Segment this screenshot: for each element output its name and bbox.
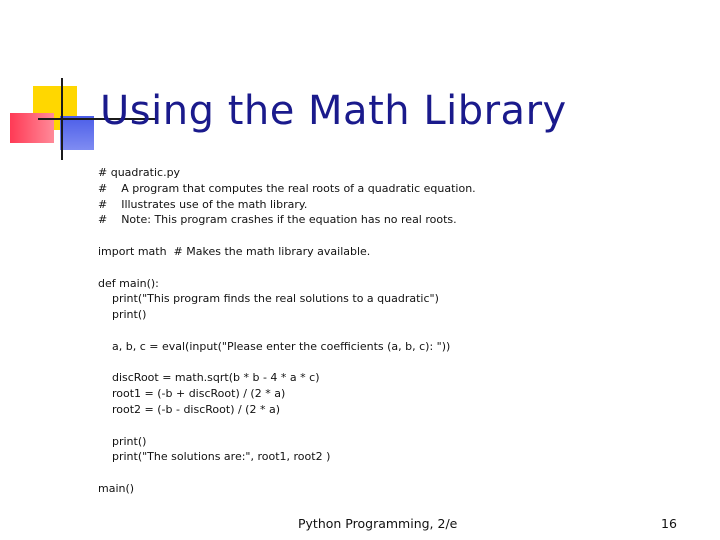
code-line: # quadratic.py (98, 166, 181, 179)
code-line (98, 465, 476, 481)
page-number: 16 (661, 516, 677, 531)
code-line: main() (98, 481, 135, 495)
code-line: def main(): (98, 276, 159, 290)
code-line (98, 418, 476, 434)
code-line: import math # Makes the math library available. (98, 244, 371, 258)
code-line: print() (98, 434, 147, 448)
code-block (98, 165, 476, 497)
code-line (98, 323, 476, 339)
code-line (98, 355, 476, 371)
footer-title: Python Programming, 2/e (298, 516, 458, 531)
code-line: print("The solutions are:", root1, root2 ) (98, 450, 331, 464)
code-line: a, b, c = eval(input("Please enter the coefficients (a, b, c): ")) (98, 339, 451, 353)
slide-title: Using the Math Library (100, 88, 567, 134)
logo-blue-square (60, 116, 94, 150)
code-line (98, 260, 476, 276)
code-line: print("This program finds the real solutions to a quadratic") (98, 292, 439, 306)
code-line: root1 = (-b + discRoot) / (2 * a) (98, 387, 286, 401)
code-line: # A program that computes the real roots of a quadratic equation. (98, 181, 476, 195)
code-line: root2 = (-b - discRoot) / (2 * a) (98, 402, 280, 416)
code-line: discRoot = math.sqrt(b * b - 4 * a * c) (98, 371, 320, 385)
code-line: # Note: This program crashes if the equation has no real roots. (98, 213, 457, 227)
code-line: # Illustrates use of the math library. (98, 197, 308, 211)
code-line (98, 228, 476, 244)
code-line: print() (98, 308, 147, 322)
